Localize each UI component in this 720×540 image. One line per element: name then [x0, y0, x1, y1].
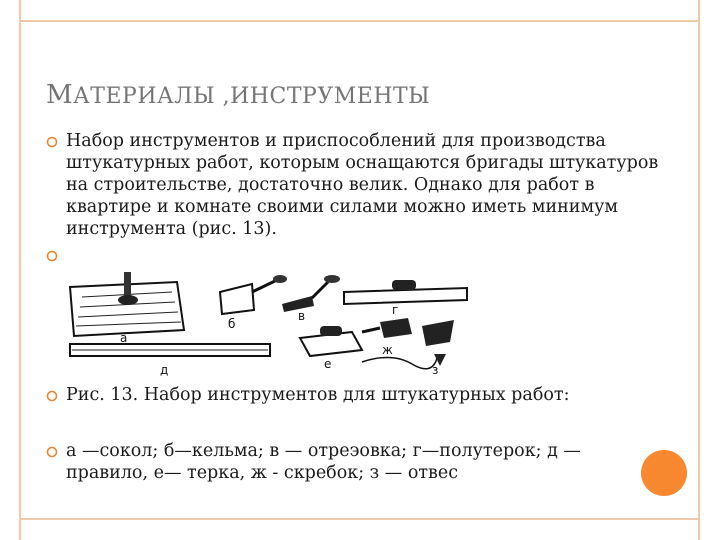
label-a: а	[120, 331, 128, 345]
slide-title: МАТЕРИАЛЫ ,ИНСТРУМЕНТЫ	[46, 80, 431, 110]
label-g: г	[392, 303, 399, 317]
bullet-icon	[46, 446, 58, 458]
frame-bottom-line	[19, 518, 700, 520]
label-zh: ж	[382, 343, 393, 357]
hawk-tool	[70, 272, 184, 336]
label-v: в	[298, 309, 306, 323]
frame-right-line	[698, 0, 700, 540]
paragraph-intro: Набор инструментов и приспособлений для производства штукатурных работ, которым оснащаются бригады штукатуров на строительстве, достаточно велик. Однако для работ в квартире и комнате своими силами можно иметь минимум инструмента (рис. 13).	[66, 131, 659, 239]
rule-tool	[70, 344, 270, 356]
grater-tool	[300, 326, 362, 356]
decorative-circle	[641, 450, 687, 496]
tools-illustration	[62, 262, 472, 378]
float-tool	[344, 280, 467, 304]
bullet-icon	[46, 250, 58, 262]
label-e: е	[324, 357, 332, 371]
frame-top-line	[19, 20, 700, 22]
cutter-tool	[282, 275, 340, 312]
bullet-icon	[46, 136, 58, 148]
legend-text: а —сокол; б—кельма; в — отреэовка; г—полутерок; д — правило, е— терка, ж - скребок; з — отвес	[66, 441, 581, 483]
label-d: д	[160, 363, 169, 377]
label-z: з	[432, 363, 439, 377]
label-b: б	[228, 317, 236, 331]
scraper-tool	[362, 318, 412, 338]
figure-caption: Рис. 13. Набор инструментов для штукатурных работ:	[66, 385, 570, 405]
bullet-icon	[46, 390, 58, 402]
trowel-tool	[220, 275, 287, 314]
frame-left-line	[19, 0, 21, 540]
